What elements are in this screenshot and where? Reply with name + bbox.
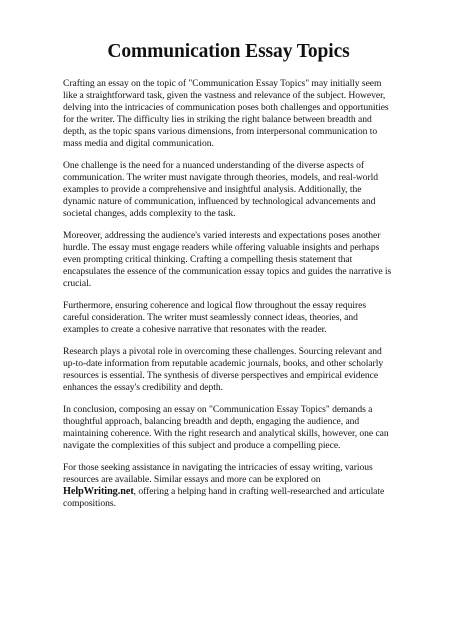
helpwriting-link[interactable]: HelpWriting.net bbox=[63, 486, 134, 498]
paragraph-closing bbox=[63, 462, 394, 510]
paragraph-conclusion: In conclusion, composing an essay on "Communication Essay Topics" demands a thoughtful approach, balancing breadth and depth, engaging the audience, and maintaining coherence. With the right research and analytical skills, however, one can navigate the complexities of this subject and produce a compelling piece. bbox=[63, 404, 389, 452]
paragraph-challenge: One challenge is the need for a nuanced understanding of the diverse aspects of communication. The writer must navigate through theories, models, and real-world examples to provide a comprehensive and insightful analysis. Additionally, the dynamic nature of communication, influenced by technological advancements and societal changes, adds complexity to the task. bbox=[63, 159, 378, 219]
paragraph-intro: Crafting an essay on the topic of "Communication Essay Topics" may initially seem like a straightforward task, given the vastness and relevance of the subject. However, delving into the intricacies of communication poses both challenges and opportunities for the writer. The difficulty lies in striking the right balance between breadth and depth, as the topic spans various dimensions, from interpersonal communication to mass media and digital communication. bbox=[63, 78, 389, 149]
closing-text-before: For those seeking assistance in navigating the intricacies of essay writing, various resources are available. Similar essays and more can be explored on bbox=[63, 462, 373, 486]
paragraph-research: Research plays a pivotal role in overcoming these challenges. Sourcing relevant and up-to-date information from reputable academic journals, books, and other scholarly resources is essential. The synthesis of diverse perspectives and empirical evidence enhances the essay's credibility and depth. bbox=[63, 346, 384, 393]
closing-text-after: , offering a helping hand in crafting well-researched and articulate compositions. bbox=[63, 486, 385, 510]
document-title: Communication Essay Topics bbox=[107, 41, 350, 62]
paragraph-audience: Moreover, addressing the audience's varied interests and expectations poses another hurdle. The essay must engage readers while offering valuable insights and perhaps even prompting critical thinking. Crafting a compelling thesis statement that encapsulates the essence of the communication essay topics and guides the narrative is crucial. bbox=[63, 229, 392, 289]
paragraph-coherence: Furthermore, ensuring coherence and logical flow throughout the essay requires careful consideration. The writer must seamlessly connect ideas, theories, and examples to create a cohesive narrative that resonates with the reader. bbox=[63, 300, 367, 335]
